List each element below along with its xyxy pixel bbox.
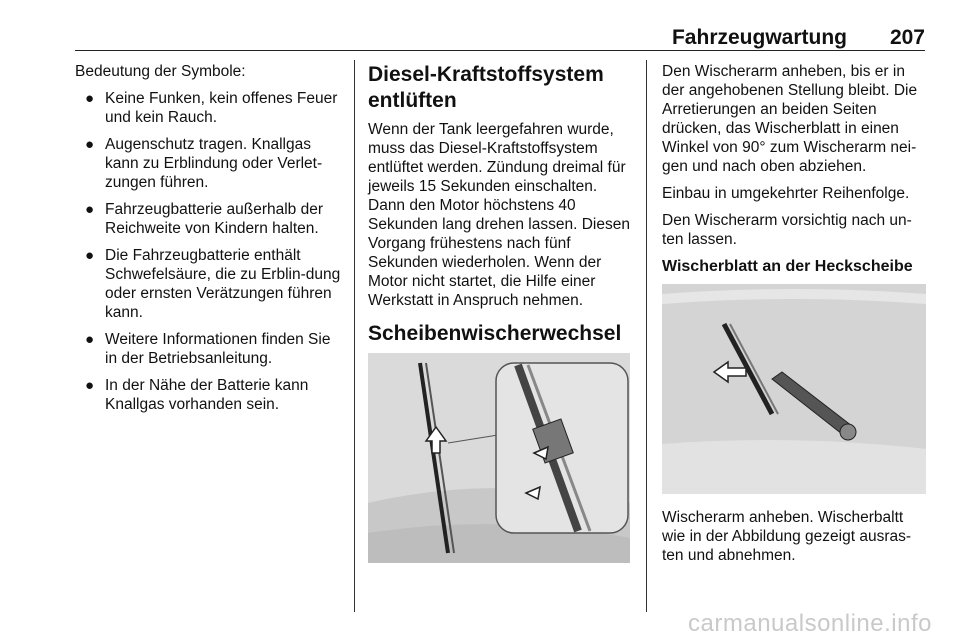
diesel-bleeding-text: Wenn der Tank leergefahren wurde, muss das Diesel-Kraftstoffsystem entlüftet werden. Zündung dreimal für jeweils 15 Sekunden einschalten. Dann den Motor höchstens 40 Sekunden lang drehen lassen. Diesen Vorgang frühestens nach fünf Sekunden wiederholen. Wenn der Motor nicht startet, die Hilfe einer Werkstatt in Anspruch nehmen. (368, 121, 630, 309)
list-item (75, 200, 345, 238)
wiper-removal-text: Den Wischerarm anheben, bis er in der angehobenen Stellung bleibt. Die Arretierungen an beiden Seiten drücken, das Wischerblatt in einen Winkel von 90° zum Wischerarm nei-gen und nach oben abziehen. (662, 63, 918, 175)
list-item (75, 330, 345, 368)
list-item (75, 376, 345, 414)
heading-rear-wiper: Wischerblatt an der Heckscheibe (662, 258, 913, 275)
list-item-text: Fahrzeugbatterie außerhalb der Reichweite von Kindern halten. (105, 201, 323, 237)
list-item (75, 135, 345, 192)
rear-wiper-drawing (662, 284, 926, 494)
column-1 (75, 62, 345, 422)
list-item-text: Die Fahrzeugbatterie enthält Schwefelsäure, die zu Erblin-dung oder ernsten Verätzungen führen kann. (105, 247, 341, 321)
bullet-icon: ● (85, 377, 95, 394)
list-item (75, 246, 345, 322)
wiper-drawing (368, 353, 630, 563)
rear-wiper-illustration (662, 284, 926, 494)
heading-wiper-replacement: Scheibenwischerwechsel (368, 322, 622, 345)
column-2 (368, 62, 633, 563)
bullet-icon: ● (85, 247, 95, 264)
list-item-text: Augenschutz tragen. Knallgas kann zu Erblindung oder Verlet-zungen führen. (105, 136, 323, 191)
lower-arm-text: Den Wischerarm vorsichtig nach un-ten lassen. (662, 212, 912, 248)
watermark: carmanualsonline.info (688, 610, 932, 637)
symbol-list (75, 89, 345, 414)
bullet-icon: ● (85, 90, 95, 107)
list-item (75, 89, 345, 127)
heading-diesel-bleeding: Diesel-Kraftstoffsystem entlüften (368, 63, 604, 112)
windscreen-wiper-illustration (368, 353, 630, 563)
list-item-text: Keine Funken, kein offenes Feuer und kein Rauch. (105, 90, 338, 126)
rear-wiper-text: Wischerarm anheben. Wischerbaltt wie in der Abbildung gezeigt ausras-ten und abnehmen. (662, 509, 912, 564)
column-3 (662, 62, 927, 573)
section-title: Fahrzeugwartung (671, 26, 847, 49)
bullet-icon: ● (85, 201, 95, 218)
installation-text: Einbau in umgekehrter Reihenfolge. (662, 185, 910, 202)
symbols-intro: Bedeutung der Symbole: (75, 63, 246, 80)
column-divider-1 (354, 60, 355, 612)
page-header (75, 26, 925, 51)
bullet-icon: ● (85, 331, 95, 348)
column-divider-2 (646, 60, 647, 612)
bullet-icon: ● (85, 136, 95, 153)
page-number: 207 (889, 26, 925, 49)
list-item-text: In der Nähe der Batterie kann Knallgas vorhanden sein. (105, 377, 309, 413)
list-item-text: Weitere Informationen finden Sie in der Betriebsanleitung. (105, 331, 331, 367)
